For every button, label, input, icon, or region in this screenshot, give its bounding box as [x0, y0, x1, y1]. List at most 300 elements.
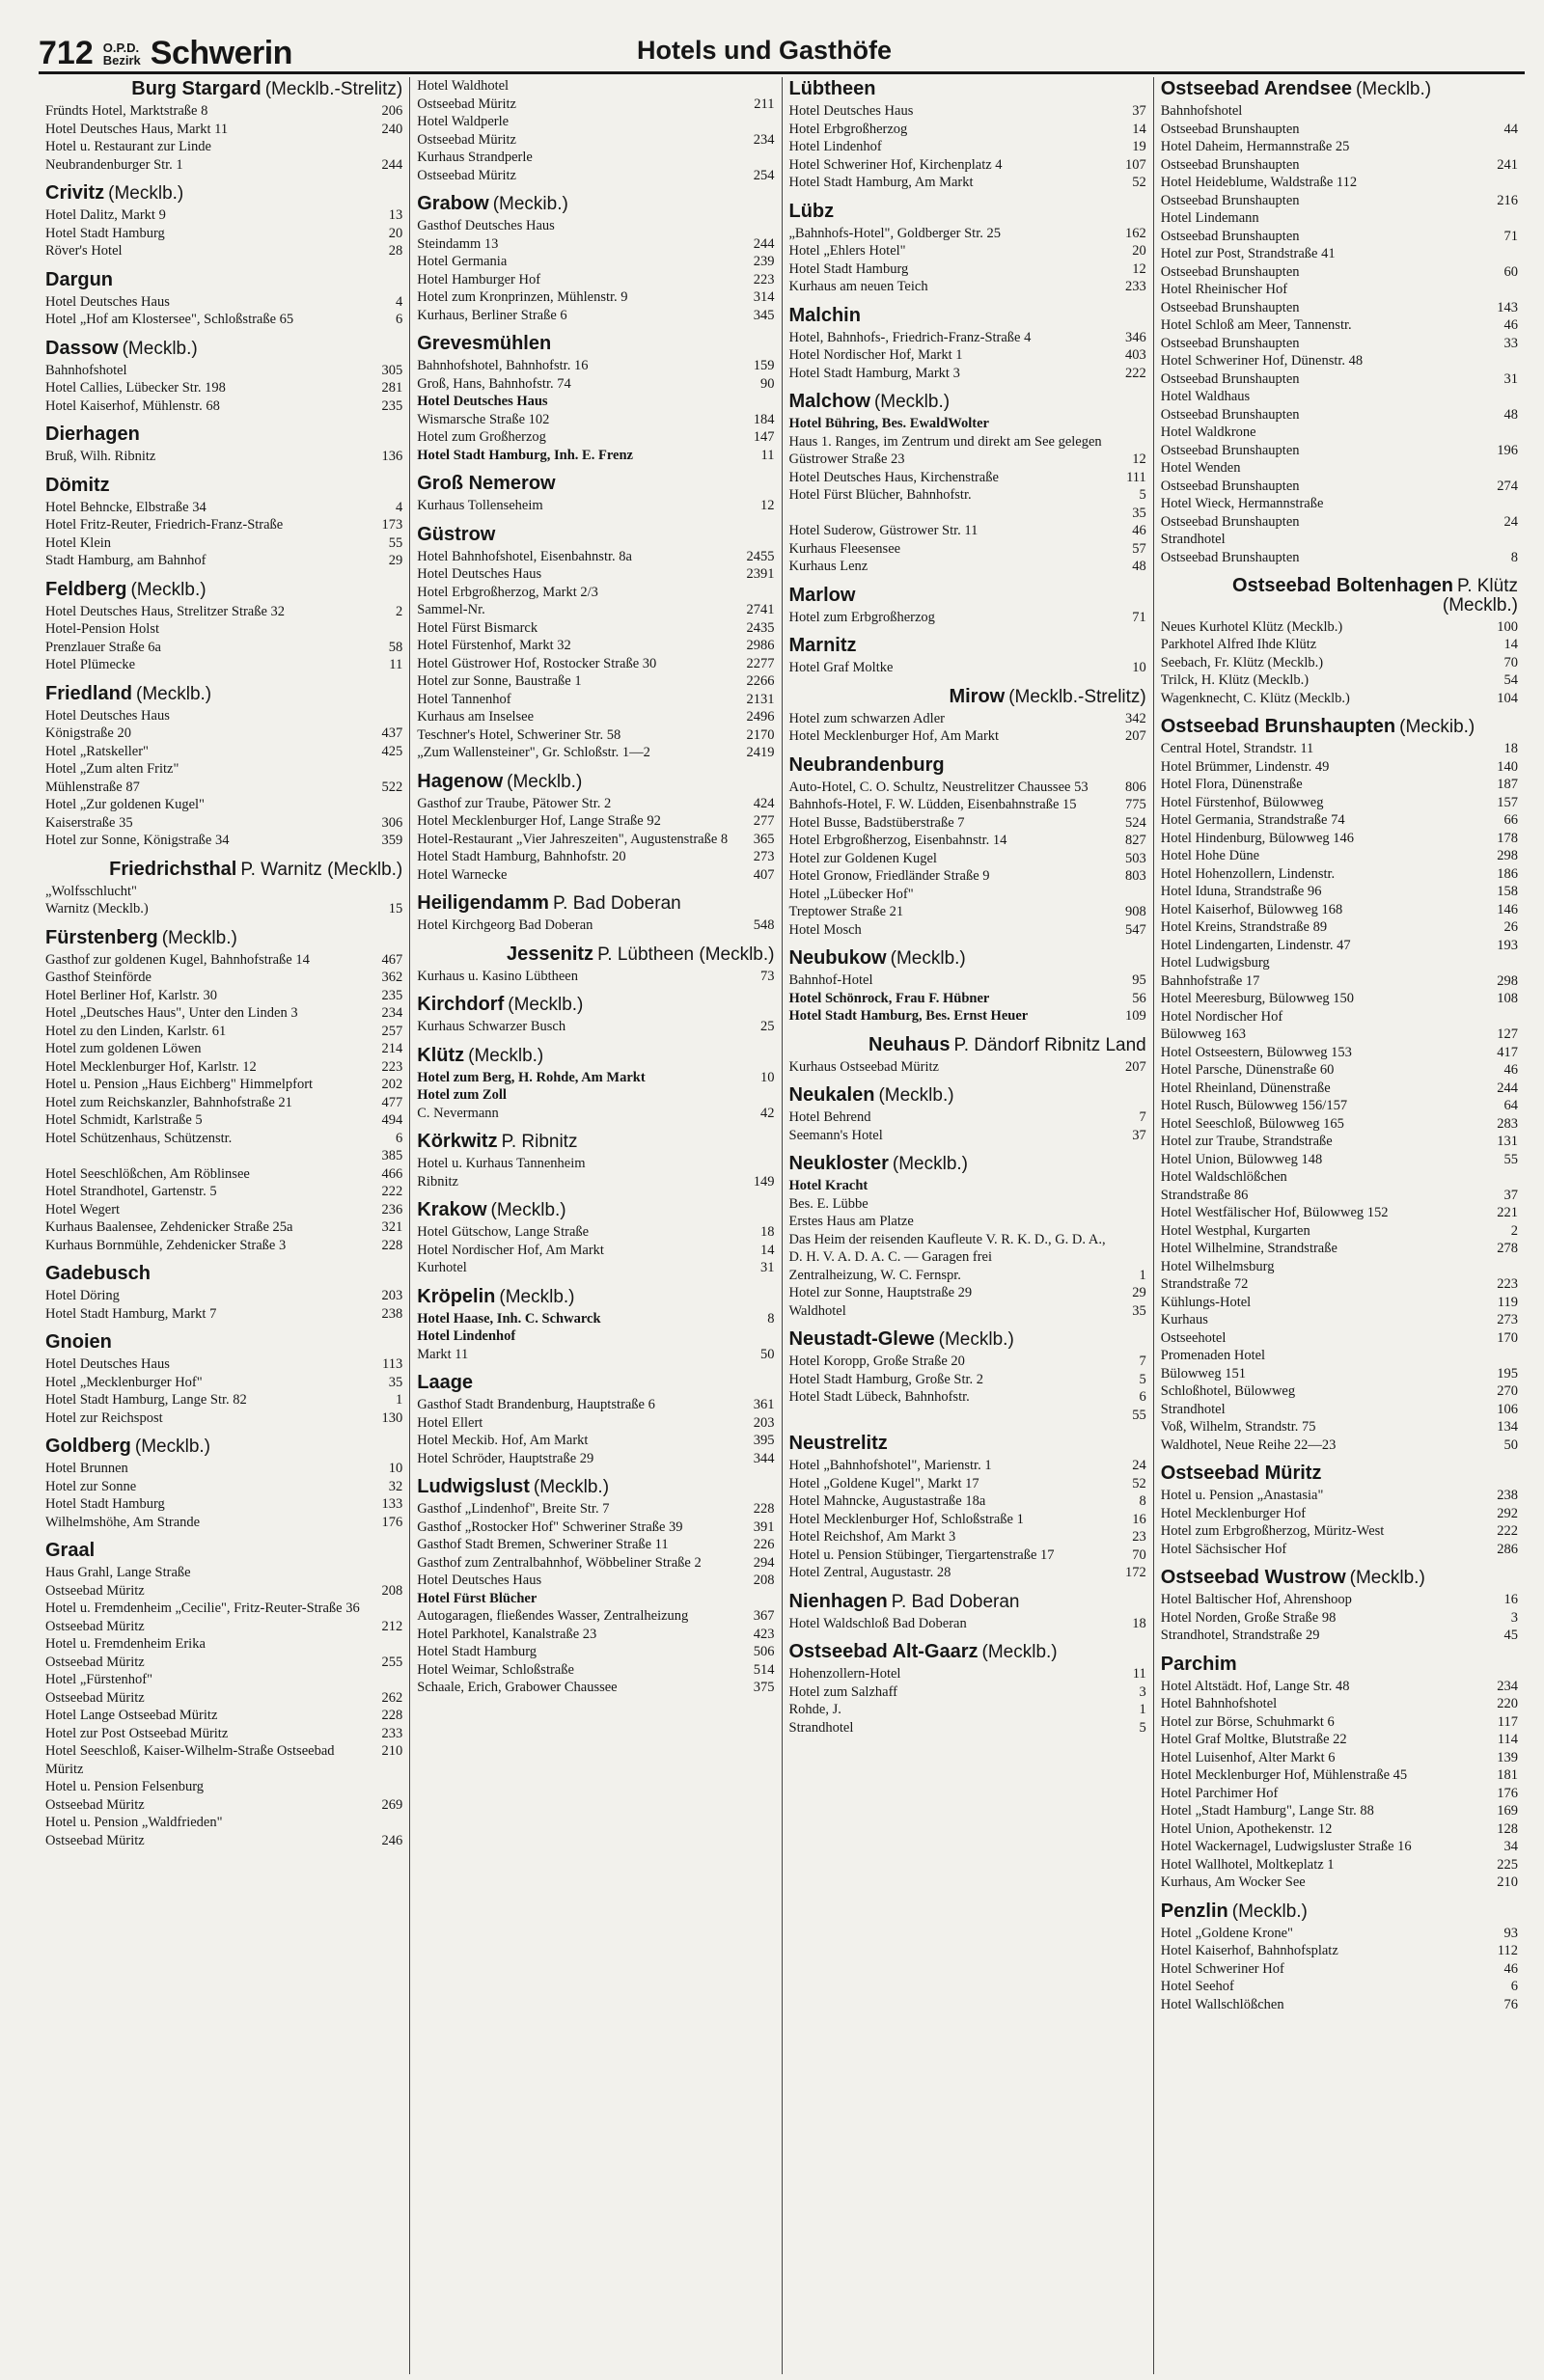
phone-number: 12	[760, 498, 775, 513]
hotel-entry	[417, 691, 774, 709]
hotel-entry	[789, 710, 1146, 728]
hotel-entry	[417, 1536, 774, 1554]
hotel-name: Central Hotel, Strandstr. 11	[1160, 741, 1314, 757]
hotel-name: Hotel Parsche, Dünenstraße 60	[1160, 1062, 1335, 1079]
place-heading	[789, 1434, 1146, 1454]
phone-number: 286	[1497, 1541, 1518, 1557]
place-qualifier: P. Klütz (Mecklb.)	[1442, 576, 1518, 616]
phone-number: 5	[1139, 1719, 1146, 1736]
place-name: Dierhagen	[45, 424, 140, 445]
phone-number: 395	[753, 1433, 775, 1448]
hotel-entry	[1161, 918, 1518, 937]
hotel-entry	[1161, 549, 1518, 567]
phone-number: 269	[381, 1796, 403, 1813]
phone-number: 244	[753, 235, 775, 252]
hotel-entry	[417, 1105, 774, 1123]
hotel-entry	[417, 548, 774, 566]
phone-number: 14	[1503, 637, 1518, 653]
phone-number: 2	[1510, 1222, 1518, 1239]
hotel-name: Autogaragen, fließendes Wasser, Zentralheizung	[417, 1608, 689, 1624]
hotel-name: Zentralheizung, W. C. Fernspr.	[788, 1267, 961, 1283]
phone-number: 228	[381, 1237, 403, 1253]
phone-number: 54	[1503, 672, 1518, 689]
phone-number: 128	[1497, 1820, 1518, 1837]
hotel-name: Hotel Tannenhof	[417, 691, 511, 707]
hotel-entry	[417, 77, 774, 96]
hotel-entry	[1161, 1204, 1518, 1222]
phone-number: 100	[1497, 618, 1518, 635]
phone-number: 172	[1125, 1565, 1146, 1580]
place-qualifier: P. Warnitz (Mecklb.)	[240, 859, 403, 880]
hotel-entry	[417, 393, 774, 411]
place-heading	[417, 334, 774, 354]
hotel-name: Parkhotel Alfred Ihde Klütz	[1160, 637, 1317, 653]
hotel-entry	[1161, 1996, 1518, 2014]
hotel-name: Gasthof zur goldenen Kugel, Bahnhofstraße 14	[45, 951, 310, 968]
hotel-entry	[789, 903, 1146, 921]
hotel-entry	[417, 96, 774, 114]
phone-number: 23	[1132, 1529, 1146, 1545]
hotel-entry	[789, 558, 1146, 576]
phone-number: 494	[381, 1112, 403, 1128]
phone-number: 207	[1125, 1058, 1146, 1075]
phone-number: 391	[753, 1518, 775, 1535]
phone-number: 477	[381, 1094, 403, 1110]
hotel-name: Ostseebad Brunshaupten	[1160, 192, 1300, 208]
hotel-entry	[45, 1040, 402, 1058]
hotel-name: Hotel Stadt Lübeck, Bahnhofstr.	[788, 1389, 970, 1405]
phone-number: 281	[381, 380, 403, 396]
hotel-entry	[417, 1626, 774, 1644]
hotel-name: Ostseebad Müritz	[45, 1618, 145, 1634]
hotel-entry	[417, 1327, 774, 1346]
phone-number: 46	[1132, 523, 1146, 538]
hotel-entry	[789, 121, 1146, 139]
phone-number: 143	[1497, 299, 1518, 315]
hotel-entry	[45, 1707, 402, 1725]
place-name: Laage	[417, 1372, 474, 1393]
hotel-name: Bülowweg 163	[1160, 1026, 1246, 1043]
hotel-entry	[45, 656, 402, 674]
place-heading	[45, 1264, 402, 1284]
hotel-name: Hotel Strandhotel, Gartenstr. 5	[45, 1184, 217, 1199]
hotel-entry	[1161, 1978, 1518, 1996]
hotel-name: Hotel Schweriner Hof	[1160, 1960, 1284, 1977]
phone-number: 13	[388, 207, 403, 223]
hotel-entry	[789, 886, 1146, 904]
phone-number: 228	[753, 1501, 775, 1517]
hotel-entry	[417, 357, 774, 375]
hotel-name: Hotel Weimar, Schloßstraße	[417, 1661, 574, 1678]
phone-number: 228	[381, 1708, 403, 1723]
hotel-name: Hotel Union, Bülowweg 148	[1160, 1151, 1323, 1167]
hotel-entry	[789, 242, 1146, 260]
hotel-entry	[45, 1287, 402, 1305]
phone-number: 42	[760, 1105, 775, 1121]
hotel-name: Ostseehotel	[1160, 1329, 1227, 1346]
phone-number: 58	[388, 639, 403, 655]
hotel-entry	[45, 1201, 402, 1219]
phone-number: 24	[1503, 513, 1518, 530]
phone-number: 1	[1139, 1702, 1146, 1717]
hotel-entry	[417, 253, 774, 271]
hotel-entry	[45, 1165, 402, 1184]
phone-number: 157	[1497, 794, 1518, 810]
phone-number: 2455	[746, 548, 775, 564]
hotel-entry	[45, 1023, 402, 1041]
phone-number: 273	[1497, 1312, 1518, 1328]
hotel-name: Hotel Stadt Hamburg, Bes. Ernst Heuer	[788, 1008, 1029, 1024]
place-heading	[417, 1200, 774, 1220]
place-heading	[417, 995, 774, 1015]
hotel-entry	[45, 1564, 402, 1582]
phone-number: 18	[760, 1224, 775, 1240]
hotel-entry	[45, 121, 402, 139]
phone-number: 423	[753, 1626, 775, 1642]
place-qualifier: P. Ribnitz	[501, 1132, 578, 1152]
place-name: Gadebusch	[45, 1263, 151, 1284]
hotel-entry	[789, 102, 1146, 121]
hotel-entry	[1161, 424, 1518, 442]
hotel-name: Hotel Schützenhaus, Schützenstr.	[45, 1130, 233, 1146]
hotel-entry	[417, 288, 774, 307]
phone-number: 233	[381, 1725, 403, 1741]
phone-number: 547	[1125, 921, 1146, 938]
phone-number: 222	[381, 1184, 403, 1199]
hotel-name: Hotel Germania	[417, 254, 508, 269]
phone-number: 262	[381, 1689, 403, 1706]
phone-number: 10	[760, 1069, 775, 1085]
phone-number: 346	[1125, 329, 1146, 345]
hotel-entry	[1161, 847, 1518, 865]
hotel-entry	[789, 727, 1146, 746]
hotel-name: Promenaden Hotel	[1160, 1348, 1266, 1364]
hotel-entry	[789, 1302, 1146, 1321]
phone-number: 207	[1125, 728, 1146, 744]
hotel-name: Hotel Stadt Hamburg	[417, 1644, 538, 1659]
place-qualifier: P. Dändorf Ribnitz Land	[953, 1034, 1146, 1055]
hotel-name: Hotel Deutsches Haus, Markt 11	[45, 121, 229, 137]
hotel-name: Kurhaus Bornmühle, Zehdenicker Straße 3	[45, 1237, 287, 1253]
phone-number: 147	[753, 429, 775, 445]
hotel-name: Kurhaus, Berliner Straße 6	[417, 307, 567, 323]
hotel-name: Hotel Seeschloß, Bülowweg 165	[1160, 1115, 1344, 1132]
hotel-name: Ostseebad Brunshaupten	[1160, 299, 1300, 315]
phone-number: 2266	[746, 673, 775, 689]
place-heading	[45, 79, 402, 99]
hotel-name: Hohenzollern-Hotel	[788, 1666, 901, 1682]
hotel-name: Hotel Deutsches Haus, Strelitzer Straße 32	[45, 603, 286, 619]
place-name: Friedrichsthal	[109, 858, 237, 880]
hotel-name: Bahnhof-Hotel	[788, 972, 873, 988]
hotel-name: Ostseebad Müritz	[45, 1832, 145, 1848]
phone-number: 234	[1497, 1678, 1518, 1694]
hotel-entry	[789, 1267, 1146, 1285]
hotel-name: Kurhaus Fleesensee	[788, 540, 901, 557]
place-name: Körkwitz	[417, 1131, 498, 1152]
hotel-name: Hotel Mecklenburger Hof	[1160, 1505, 1307, 1521]
hotel-name: Das Heim der reisenden Kaufleute V. R. K. D., G. D. A., D. H. V. A. D. A. C. — Garagen frei	[788, 1231, 1106, 1265]
place-name: Gnoien	[45, 1331, 112, 1353]
place-heading	[417, 944, 774, 965]
phone-number: 270	[1497, 1383, 1518, 1400]
hotel-name: Hotel Waldschlößchen	[1160, 1169, 1287, 1186]
hotel-name: Hotel Erbgroßherzog	[788, 121, 908, 137]
place-heading	[417, 893, 774, 914]
hotel-name: Strandhotel	[1160, 532, 1226, 547]
phone-number: 52	[1132, 1475, 1146, 1491]
hotel-entry	[1161, 1766, 1518, 1785]
hotel-name: Hotel Meeresburg, Bülowweg 150	[1160, 991, 1355, 1007]
hotel-name: Hotel Wackernagel, Ludwigsluster Straße 16	[1160, 1839, 1412, 1855]
phone-number: 136	[381, 449, 403, 464]
place-heading	[789, 948, 1146, 969]
place-name: Neukloster	[788, 1153, 889, 1174]
phone-number: 24	[1132, 1458, 1146, 1473]
hotel-entry	[789, 659, 1146, 677]
hotel-name: Hotel zur Börse, Schuhmarkt 6	[1160, 1713, 1335, 1730]
phone-number: 6	[1510, 1979, 1518, 1995]
phone-number: 104	[1497, 690, 1518, 706]
hotel-entry	[45, 311, 402, 329]
place-name: Heiligendamm	[417, 892, 549, 914]
phone-number: 235	[381, 987, 403, 1003]
hotel-entry	[1161, 1609, 1518, 1628]
place-name: Ludwigslust	[417, 1476, 530, 1497]
phone-number: 2391	[746, 566, 775, 582]
hotel-entry	[417, 1242, 774, 1260]
hotel-name: Wismarsche Straße 102	[417, 411, 550, 427]
hotel-name: Hotel Nordischer Hof, Markt 1	[788, 347, 963, 363]
hotel-entry	[1161, 1785, 1518, 1803]
hotel-name: Hotel zum Großherzog	[417, 429, 546, 445]
hotel-name: Hotel zum Kronprinzen, Mühlenstr. 9	[417, 289, 628, 305]
hotel-entry	[1161, 1080, 1518, 1098]
hotel-entry	[1161, 1275, 1518, 1294]
hotel-name: Hotel Deutsches Haus	[45, 293, 170, 310]
hotel-name: Ostseebad Brunshaupten	[1160, 370, 1300, 387]
phone-number: 178	[1497, 830, 1518, 846]
hotel-entry	[417, 1518, 774, 1537]
phone-number: 46	[1503, 1960, 1518, 1977]
place-heading	[417, 474, 774, 494]
hotel-entry	[45, 1355, 402, 1374]
hotel-entry	[1161, 513, 1518, 532]
hotel-name: „Wolfsschlucht"	[45, 883, 137, 899]
place-qualifier: P. Bad Doberan	[891, 1591, 1020, 1612]
phone-number: 236	[381, 1201, 403, 1217]
place-qualifier: (Mecklb.-Strelitz)	[264, 79, 403, 99]
hotel-entry	[417, 428, 774, 447]
hotel-entry	[45, 1305, 402, 1324]
opd-label	[103, 41, 141, 71]
hotel-name: Gasthof Stadt Bremen, Schweriner Straße 11	[417, 1537, 669, 1552]
place-qualifier: P. Bad Doberan	[552, 893, 681, 914]
hotel-entry	[1161, 1487, 1518, 1505]
phone-number: 208	[753, 1573, 775, 1588]
hotel-entry	[1161, 1133, 1518, 1151]
hotel-entry	[45, 1409, 402, 1428]
hotel-name: Ostseebad Brunshaupten	[1160, 549, 1300, 565]
phone-number: 184	[753, 411, 775, 427]
opd-line-1: O.P.D.	[102, 40, 140, 55]
hotel-entry	[45, 1004, 402, 1023]
phone-number: 56	[1132, 990, 1146, 1006]
hotel-entry	[789, 850, 1146, 868]
directory-column	[783, 77, 1154, 2374]
hotel-entry	[45, 156, 402, 175]
hotel-entry	[45, 1514, 402, 1532]
hotel-name: Hotel Warnecke	[417, 866, 508, 883]
hotel-name: Ribnitz	[417, 1173, 458, 1190]
phone-number: 257	[381, 1023, 403, 1039]
phone-number: 10	[1132, 660, 1146, 675]
phone-number: 50	[760, 1346, 775, 1362]
phone-number: 548	[753, 917, 775, 933]
place-name: Ostseebad Brunshaupten	[1160, 716, 1396, 738]
hotel-entry	[45, 969, 402, 987]
hotel-entry	[1161, 1856, 1518, 1874]
hotel-name: Kurhaus u. Kasino Lübtheen	[417, 968, 578, 984]
hotel-name: Hotel Kreins, Strandstraße 89	[1160, 919, 1328, 936]
hotel-name: Kurhaus am Inselsee	[417, 709, 535, 725]
place-name: Marlow	[788, 584, 856, 606]
hotel-entry	[45, 900, 402, 918]
hotel-name: Hotel Koropp, Große Straße 20	[788, 1354, 965, 1369]
hotel-name: Ostseebad Müritz	[45, 1654, 145, 1670]
place-qualifier: (Mecklb.)	[890, 948, 966, 969]
hotel-name: Hotel Deutsches Haus	[417, 394, 548, 409]
hotel-entry	[417, 113, 774, 131]
hotel-entry	[45, 1725, 402, 1743]
hotel-entry	[1161, 1505, 1518, 1523]
hotel-entry	[45, 1130, 402, 1148]
phone-number: 55	[1132, 1407, 1146, 1423]
hotel-entry	[1161, 758, 1518, 777]
hotel-entry	[789, 1388, 1146, 1407]
hotel-entry	[1161, 406, 1518, 424]
hotel-name: Hotel Seehof	[1160, 1979, 1234, 1995]
hotel-name: Hotel „Fürstenhof"	[45, 1672, 153, 1687]
phone-number: 503	[1125, 850, 1146, 866]
place-name: Mirow	[949, 685, 1006, 707]
phone-number: 16	[1132, 1511, 1146, 1527]
place-name: Friedland	[45, 682, 133, 704]
place-name: Ostseebad Alt-Gaarz	[788, 1641, 979, 1662]
phone-number: 29	[388, 553, 403, 568]
hotel-name: Hotel Stadt Hamburg	[788, 260, 909, 277]
phone-number: 159	[753, 358, 775, 373]
hotel-entry	[1161, 990, 1518, 1008]
phone-number: 90	[760, 375, 775, 392]
phone-number: 15	[388, 901, 403, 916]
phone-number: 223	[753, 271, 775, 287]
place-name: Neuhaus	[868, 1033, 951, 1055]
phone-number: 403	[1125, 347, 1146, 363]
page-number: 712	[39, 35, 94, 71]
hotel-name: Hotel Ellert	[417, 1414, 483, 1431]
hotel-entry	[789, 1284, 1146, 1302]
hotel-name: Hotel „Ratskeller"	[45, 743, 149, 759]
hotel-entry	[45, 1600, 402, 1618]
hotel-entry	[45, 814, 402, 833]
phone-number: 5	[1139, 1371, 1146, 1387]
phone-number: 64	[1503, 1098, 1518, 1114]
phone-number: 467	[381, 951, 403, 968]
phone-number: 362	[381, 970, 403, 985]
place-name: Neustadt-Glewe	[788, 1328, 935, 1350]
hotel-entry	[1161, 209, 1518, 228]
place-qualifier: (Mecklb.)	[892, 1154, 968, 1174]
hotel-entry	[789, 1546, 1146, 1565]
hotel-name: Hotel „Zum alten Fritz"	[45, 761, 179, 777]
hotel-name: Hotel-Pension Holst	[45, 621, 160, 637]
hotel-name: Kurhaus Baalensee, Zehdenicker Straße 25a	[45, 1219, 293, 1235]
hotel-entry	[1161, 618, 1518, 637]
hotel-name: Hotel zur Goldenen Kugel	[788, 850, 937, 866]
place-heading	[417, 1287, 774, 1307]
hotel-name: Hotel Reichshof, Am Markt 3	[788, 1529, 956, 1545]
phone-number: 1	[396, 1392, 403, 1408]
hotel-name: Hotel Mecklenburger Hof, Karlstr. 12	[45, 1058, 257, 1075]
phone-number: 35	[1132, 1302, 1146, 1319]
hotel-entry	[417, 1310, 774, 1328]
hotel-name: Auto-Hotel, C. O. Schultz, Neustrelitzer Chaussee 53	[788, 779, 1089, 795]
hotel-entry	[1161, 901, 1518, 919]
hotel-name: Ostseebad Brunshaupten	[1160, 263, 1300, 280]
hotel-entry	[417, 1223, 774, 1242]
hotel-name: Hotel Zentral, Augustastr. 28	[788, 1565, 951, 1580]
phone-number: 2419	[746, 745, 775, 760]
hotel-name: Gasthof Stadt Brandenburg, Hauptstraße 6	[417, 1397, 655, 1412]
hotel-entry	[1161, 1960, 1518, 1979]
phone-number: 206	[381, 103, 403, 119]
phone-number: 31	[1503, 370, 1518, 387]
hotel-entry	[45, 620, 402, 639]
hotel-name: Hotel „Bahnhofshotel", Marienstr. 1	[788, 1458, 992, 1473]
phone-number: 73	[760, 968, 775, 984]
hotel-entry	[45, 552, 402, 570]
hotel-name: Hotel Schweriner Hof, Kirchenplatz 4	[788, 156, 1003, 173]
hotel-entry	[1161, 1258, 1518, 1276]
hotel-name: Hotel Gütschow, Lange Straße	[417, 1224, 590, 1240]
hotel-name: Strandstraße 86	[1160, 1187, 1249, 1203]
hotel-name: Ostseebad Brunshaupten	[1160, 228, 1300, 244]
hotel-name: Hotel, Bahnhofs-, Friedrich-Franz-Straße 4	[788, 329, 1032, 345]
hotel-entry	[45, 1374, 402, 1392]
place-name: Malchin	[788, 304, 861, 326]
place-name: Jessenitz	[507, 943, 594, 965]
hotel-name: Hotel Seeschlößchen, Am Röblinsee	[45, 1165, 250, 1182]
hotel-entry	[789, 990, 1146, 1008]
hotel-entry	[45, 1582, 402, 1600]
hotel-entry	[417, 565, 774, 584]
hotel-name: Hotel Behrend	[788, 1109, 871, 1125]
phone-number: 48	[1132, 559, 1146, 574]
hotel-entry	[417, 1086, 774, 1105]
place-name: Marnitz	[788, 635, 857, 656]
phone-number: 239	[753, 254, 775, 269]
hotel-entry	[789, 1615, 1146, 1633]
hotel-entry	[417, 744, 774, 762]
place-heading	[417, 1132, 774, 1152]
phone-number: 223	[1497, 1276, 1518, 1293]
hotel-name: Ostseebad Müritz	[45, 1796, 145, 1813]
hotel-name: Hotel Iduna, Strandstraße 96	[1160, 884, 1322, 900]
hotel-name: Königstraße 20	[45, 725, 131, 741]
hotel-entry	[417, 235, 774, 254]
phone-number: 806	[1125, 779, 1146, 795]
